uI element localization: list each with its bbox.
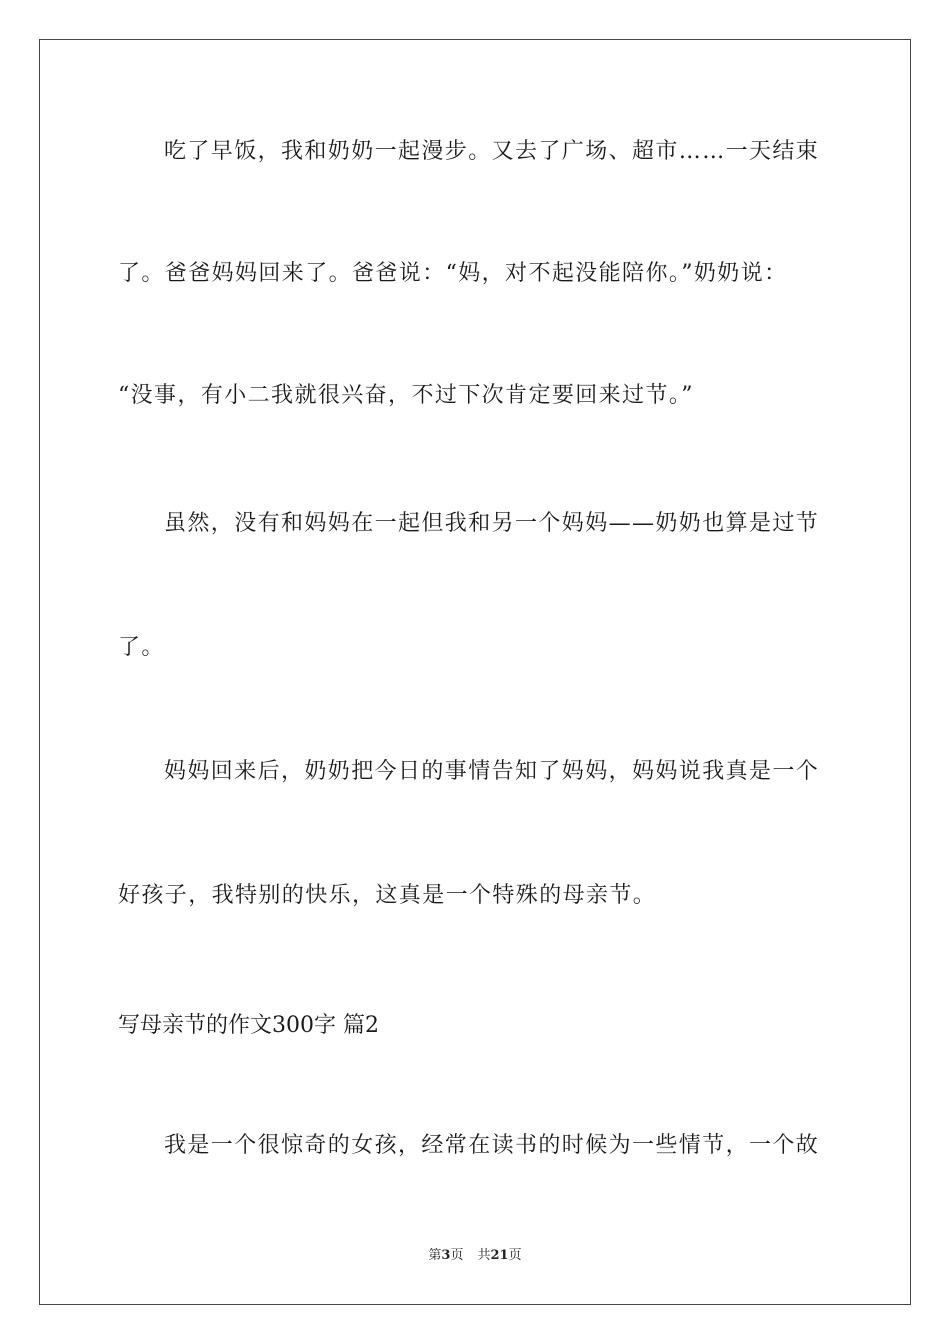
footer-current-page: 3	[441, 1248, 451, 1263]
footer-total-unit: 页	[508, 1248, 522, 1263]
footer-page-unit: 页	[450, 1248, 464, 1263]
paragraph-3-line-2: 好孩子，我特别的快乐，这真是一个特殊的母亲节。	[118, 883, 657, 908]
paragraph-4-line-1: 我是一个很惊奇的女孩，经常在读书的时候为一些情节，一个故	[164, 1133, 820, 1158]
paragraph-1-line-1: 吃了早饭，我和奶奶一起漫步。又去了广场、超市……一天结束	[164, 139, 820, 164]
footer-total-pages: 21	[490, 1248, 509, 1263]
page-footer	[0, 1246, 950, 1266]
paragraph-2-line-2: 了。	[118, 635, 165, 660]
paragraph-1-line-3: “没事，有小二我就很兴奋，不过下次肯定要回来过节。”	[118, 383, 694, 408]
paragraph-2-line-1: 虽然，没有和妈妈在一起但我和另一个妈妈——奶奶也算是过节	[164, 511, 820, 536]
footer-total-prefix: 共	[477, 1248, 491, 1263]
paragraph-1-line-2: 了。爸爸妈妈回来了。爸爸说：“妈，对不起没能陪你。”奶奶说：	[118, 261, 788, 286]
paragraph-3-line-1: 妈妈回来后，奶奶把今日的事情告知了妈妈，妈妈说我真是一个	[164, 759, 820, 784]
page-border	[39, 39, 911, 1305]
footer-prefix: 第	[428, 1248, 442, 1263]
section-heading: 写母亲节的作文300字 篇2	[118, 1013, 379, 1038]
